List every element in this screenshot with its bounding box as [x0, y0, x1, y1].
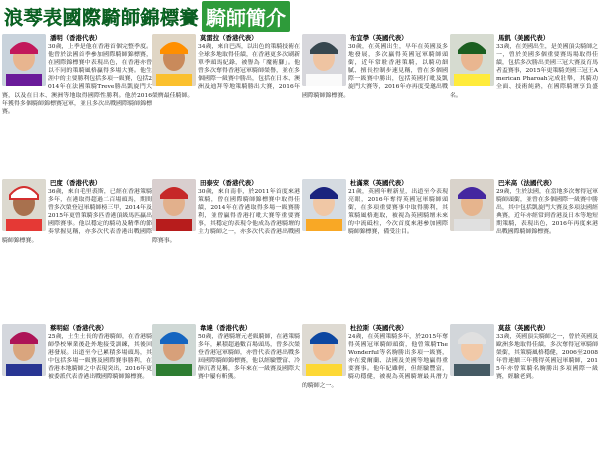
jockey-bio: 30歲，在英國出生，早年在英國及多地發展，多次贏得英國冠軍騎師頭銜，近年常駐香港策騎，以騎功細膩、擅長控制步速見稱，曾在多個國際一級賽中勝出，包括英國打吡及凱旋門大賽等，2016年亦再度受邀出戰國際騎師錦標賽。 [302, 44, 448, 99]
jockey-entry [450, 179, 598, 319]
jockey-portrait-icon [450, 324, 494, 376]
jockey-name: 杜拉斯（英國代表） [350, 324, 408, 332]
jockey-name: 韋達（香港代表） [200, 324, 252, 332]
jockey-bio: 24歲，在英國策騎多年，於2015年奪得英國冠軍騎師頭銜，他曾策騎The Wonderful等名駒勝出多項一級賽，亦在愛爾蘭、法國及美國等地贏得重要賽事。他年紀雖輕，但經驗豐富，騎功穩健，被視為英國騎壇最具潛力的騎師之一。 [302, 334, 448, 389]
column-3 [302, 34, 450, 460]
page-subtitle: 騎師簡介 [202, 1, 290, 32]
jockey-entry [2, 34, 152, 174]
jockey-name: 巴度（香港代表） [50, 179, 102, 187]
jockey-entry [450, 324, 598, 460]
page-title: 浪琴表國際騎師錦標賽 [4, 7, 200, 29]
jockey-portrait-icon [2, 179, 46, 231]
jockey-name: 巴米高（法國代表） [498, 179, 556, 187]
jockey-entry [152, 324, 300, 460]
jockey-portrait-icon [152, 324, 196, 376]
jockey-entry [2, 324, 152, 460]
jockey-portrait-icon [2, 324, 46, 376]
jockey-portrait-icon [152, 179, 196, 231]
jockey-entry [152, 179, 300, 319]
jockey-entry [450, 34, 598, 174]
jockey-name: 布宜學（英國代表） [350, 34, 408, 42]
jockey-bio: 30歲，來自南非，於2011年首度來港策騎，曾在國際騎師錦標賽中取得佳績，2014年在香港取得多場一級賽勝利，並曾贏得香港打吡大賽等重要賽事，其穩定的表現令他成為香港騎壇的主力騎師之一，亦多次代表香港出戰國際賽事。 [152, 189, 300, 244]
jockey-entry [302, 34, 448, 174]
jockey-bio: 36歲，來自毛里裘斯，已經在香港策騎多年，在港取得超過二百場頭馬，期間曾多次榮登冠軍騎師榜三甲，2014年及2015年更曾策騎多匹香港頂級馬匹贏出國際賽事。他以穩定的騎功及精準的節奏掌握見稱，亦多次代表香港出戰國際騎師錦標賽。 [2, 189, 152, 244]
jockey-entry [2, 179, 152, 319]
column-1 [2, 34, 152, 460]
jockey-bio: 34歲，來自巴西，以出色的策騎技術在全球多地取得佳績，在香港更多次刷新單季頭馬紀錄，被譽為「魔術腳」。他曾多次奪得香港冠軍騎師榮譽，並在多個國際一級賽中勝出，包括在日本、澳洲及迪拜等地策騎勝出大賽，2016年榮膺最佳騎師。 [152, 44, 300, 99]
jockey-name: 杜滿萊（英國代表） [350, 179, 408, 187]
jockey-portrait-icon [450, 179, 494, 231]
jockey-bio: 33歲，在美國出生，是美國頂尖騎師之一，曾於美國多個重要賽馬場取得佳績，包括多次勝出美國三冠大賽及育馬者盃賽事，2015年更策騎美國三冠王American Pharoah完成壯舉，其騎功全面、技術純熟，在國際騎壇享負盛名。 [450, 44, 598, 99]
jockey-bio: 25歲，土生土長的香港騎師，在香港騎師學校畢業後赴外地接受訓練，其後回港發展。出道至今已累積多場頭馬，其中包括多場一級賽及國際賽事勝利，在香港本地騎師之中表現突出，2016年更被委派代表香港出戰國際騎師錦標賽。 [48, 334, 152, 381]
jockey-name: 馬凱（美國代表） [498, 34, 550, 42]
jockey-portrait-icon [152, 34, 196, 86]
jockey-portrait-icon [302, 179, 346, 231]
jockey-name: 潘明（香港代表） [50, 34, 102, 42]
jockey-entry [302, 324, 448, 460]
jockey-name: 田泰安（香港代表） [200, 179, 258, 187]
jockey-bio: 33歲，英國頂尖騎師之一，曾於英國及歐洲多地取得佳績，多次奪得冠軍騎師榮銜，其策騎風格穩健，2006至2008年曾連續三年獲得英國冠軍騎師，2015年亦曾策騎名駒勝出多項國際一級賽，經驗老到。 [496, 334, 598, 381]
jockey-portrait-icon [302, 324, 346, 376]
jockey-portrait-icon [2, 34, 46, 86]
jockey-portrait-icon [450, 34, 494, 86]
jockey-portrait-icon [302, 34, 346, 86]
jockey-bio: 30歲，上季是他在香港首個完整季度。他曾於法國首季參加國際騎師錦標賽，在國際錦標賽中表現出色，在香港亦曾以不同的策騎風格贏得多場大賽。他生涯中的主要勝利包括多項一級賽，包括2014年在法國策騎Treve勝出凱旋門大賽，以及在日本、澳洲等地取得國際性勝利。他於2016年獲得多個騎師錦標賽冠軍，並且多次出戰國際騎師錦標賽。 [2, 44, 152, 115]
jockey-entry [302, 179, 448, 319]
jockey-bio: 50歲，香港騎壇元老級騎師，在港策騎多年，累積超過數百場頭馬，曾多次榮登香港冠軍騎師，亦曾代表香港出戰多屆國際騎師錦標賽，他以經驗豐富、冷靜沉著見稱，多年來在一級賽及國際大賽中屢有斬獲。 [198, 334, 300, 381]
column-4 [450, 34, 598, 460]
page-header [0, 0, 600, 33]
jockey-name: 莫茲（英國代表） [498, 324, 550, 332]
jockey-bio: 29歲，生於法國，在當地多次奪得冠軍騎師頭銜，並曾在多個國際一級賽中勝出，其中包括凱旋門大賽及多項法國經典賽，近年亦經常到香港及日本等地短期策騎，表現出色，2016年再度來港出戰國際騎師錦標賽。 [496, 189, 598, 236]
jockey-grid [2, 34, 598, 460]
jockey-name: 蔡明紹（香港代表） [50, 324, 108, 332]
column-2 [152, 34, 302, 460]
jockey-entry [152, 34, 300, 174]
jockey-name: 莫雷拉（香港代表） [200, 34, 258, 42]
jockey-bio: 21歲，英國年輕新星，出道至今表現亮眼，2016年奪得英國冠軍騎師頭銜，在多項重要賽事中取得勝利，其策騎風格進取，被視為英國騎壇未來的中流砥柱，今次首度來港參加國際騎師錦標賽，備受注目。 [348, 189, 448, 236]
